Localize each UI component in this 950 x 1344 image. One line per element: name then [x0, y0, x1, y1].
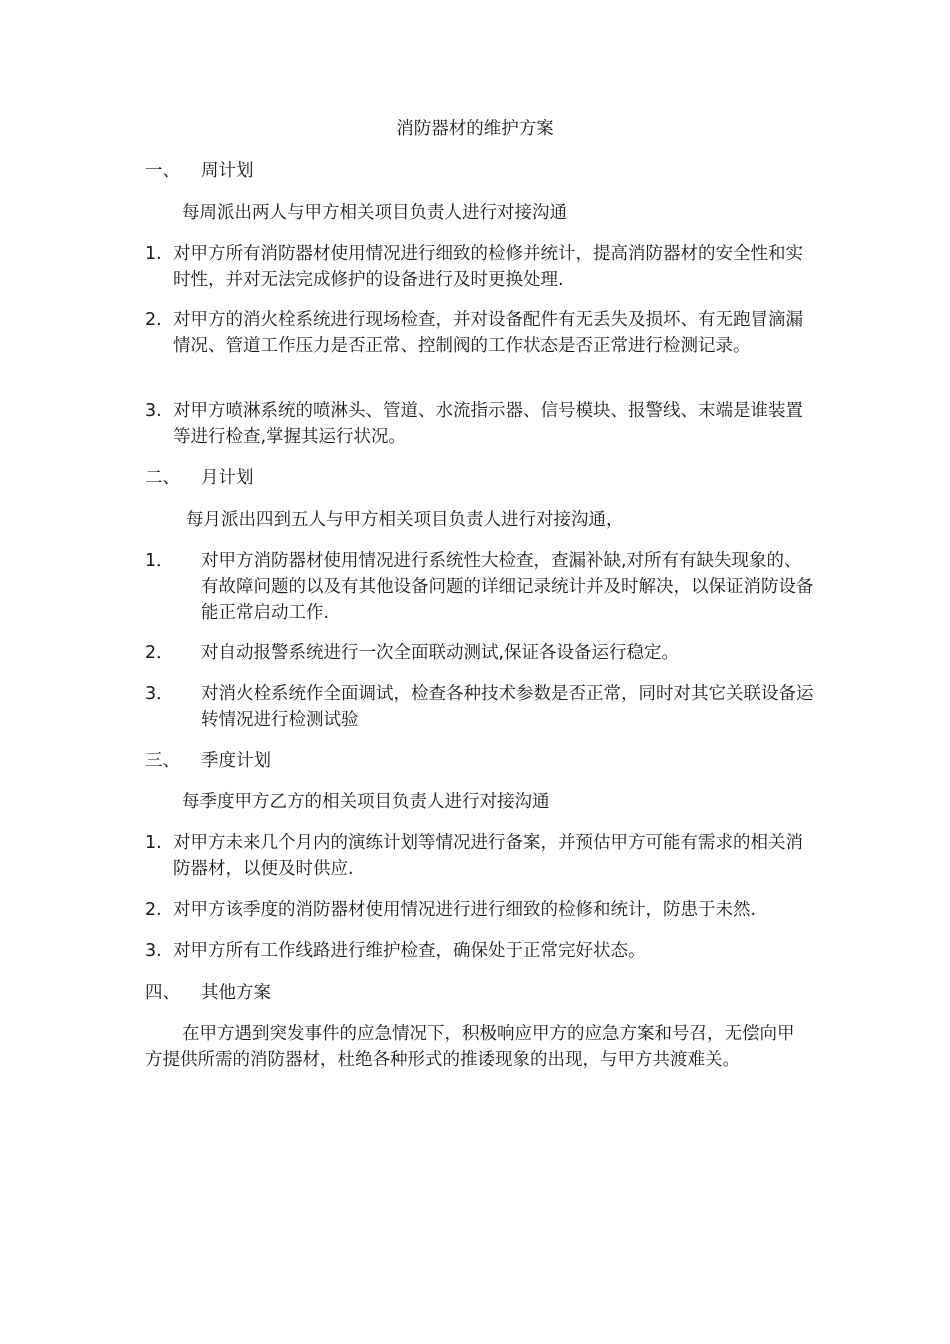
section-heading-monthly: [145, 465, 254, 491]
list-item: [145, 681, 815, 733]
list-marker: 2.: [145, 900, 162, 920]
section-title: 月计划: [201, 468, 254, 488]
list-marker: 1．: [145, 551, 174, 571]
list-item: [145, 938, 815, 964]
section-heading-other: [145, 980, 271, 1006]
list-item-text: 对甲方该季度的消防器材使用情况进行进行细致的检修和统计，防患于未然.: [173, 900, 757, 920]
section-title: 周计划: [201, 161, 254, 181]
section-intro-weekly: 每周派出两人与甲方相关项目负责人进行对接沟通: [182, 203, 567, 223]
section-paragraph-other: 在甲方遇到突发事件的应急情况下，积极响应甲方的应急方案和号召，无偿向甲方提供所需的消防器材，杜绝各种形式的推诿现象的出现，与甲方共渡难关。: [145, 1024, 795, 1070]
list-item: [145, 241, 815, 293]
section-intro-quarterly: 每季度甲方乙方的相关项目负责人进行对接沟通: [182, 792, 550, 812]
list-item: [145, 307, 815, 359]
document-title: 消防器材的维护方案: [396, 119, 554, 139]
section-heading-weekly: [145, 158, 254, 184]
list-item: [145, 897, 825, 923]
list-marker: 2.: [145, 310, 162, 330]
list-item-text: 对甲方所有消防器材使用情况进行细致的检修并统计，提高消防器材的安全性和实时性，并对无法完成修护的设备进行及时更换处理.: [173, 244, 803, 290]
list-item: [145, 640, 815, 666]
list-item-text: 对甲方消防器材使用情况进行系统性大检查，查漏补缺,对所有有缺失现象的、有故障问题的以及有其他设备问题的详细记录统计并及时解决，以保证消防设备能正常启动工作.: [201, 551, 814, 623]
section-number: 二、: [145, 468, 180, 488]
list-marker: 1.: [145, 244, 162, 264]
list-marker: 3.: [145, 401, 162, 421]
section-title: 其他方案: [201, 983, 271, 1003]
list-marker: 3.: [145, 941, 162, 961]
list-item-text: 对甲方未来几个月内的演练计划等情况进行备案，并预估甲方可能有需求的相关消防器材，以便及时供应.: [173, 833, 803, 879]
list-marker: 3．: [145, 684, 174, 704]
section-heading-quarterly: [145, 748, 271, 774]
section-intro-monthly: 每月派出四到五人与甲方相关项目负责人进行对接沟通，: [186, 510, 624, 530]
list-item-text: 对甲方所有工作线路进行维护检查，确保处于正常完好状态。: [173, 941, 646, 961]
section-number: 三、: [145, 751, 180, 771]
list-marker: 1.: [145, 833, 162, 853]
list-item: [145, 548, 815, 626]
section-title: 季度计划: [201, 751, 271, 771]
list-item: [145, 398, 815, 450]
list-item-text: 对自动报警系统进行一次全面联动测试,保证各设备运行稳定。: [201, 643, 680, 663]
list-marker: 2．: [145, 643, 174, 663]
list-item: [145, 830, 815, 882]
section-number: 一、: [145, 161, 180, 181]
list-item-text: 对甲方的消火栓系统进行现场检查，并对设备配件有无丢失及损坏、有无跑冒滴漏情况、管道工作压力是否正常、控制阀的工作状态是否正常进行检测记录。: [173, 310, 803, 356]
section-number: 四、: [145, 983, 180, 1003]
list-item-text: 对甲方喷淋系统的喷淋头、管道、水流指示器、信号模块、报警线、末端是谁装置等进行检查,掌握其运行状况。: [173, 401, 803, 447]
list-item-text: 对消火栓系统作全面调试，检查各种技术参数是否正常，同时对其它关联设备运转情况进行检测试验: [201, 684, 814, 730]
